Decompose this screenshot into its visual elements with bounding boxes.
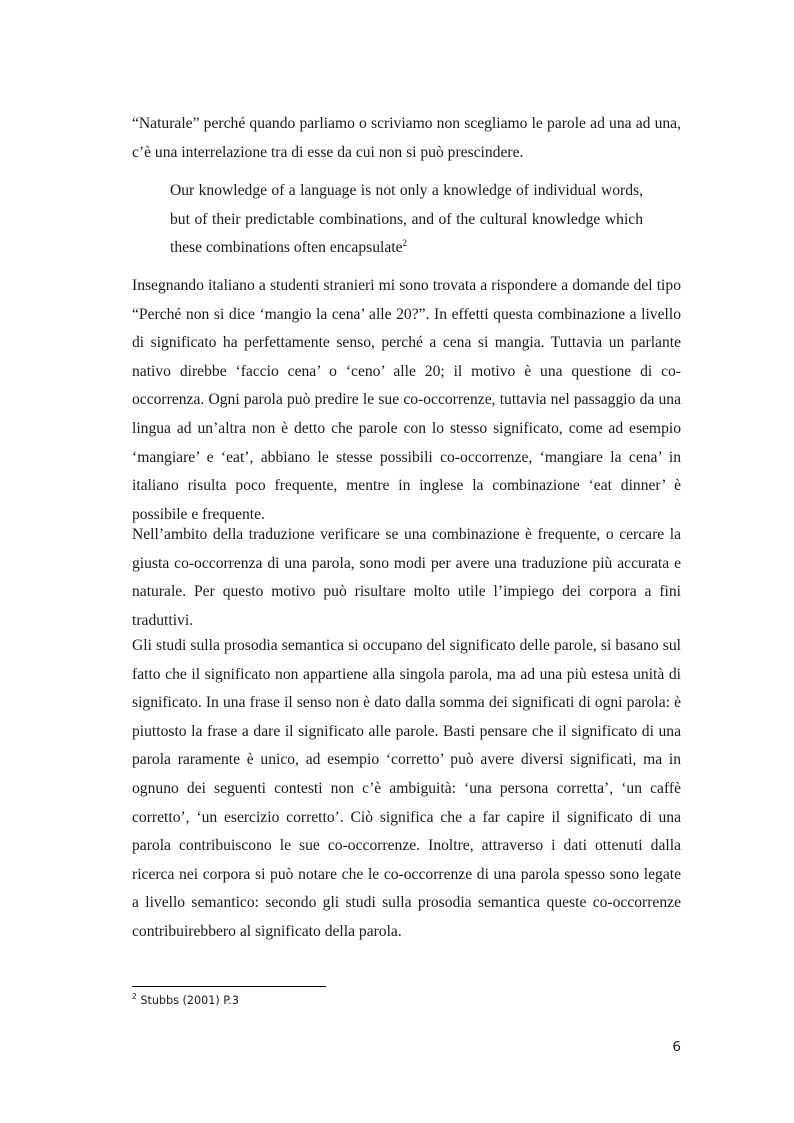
footnote-number: 2 xyxy=(132,992,137,1001)
body-paragraph: “Naturale” perché quando parliamo o scriviamo non scegliamo le parole ad una ad una, c’è una interrelazione tra di esse da cui non si può prescindere. xyxy=(132,115,681,161)
footnote xyxy=(132,994,239,1007)
body-paragraph: Gli studi sulla prosodia semantica si occupano del significato delle parole, si basano sul fatto che il significato non appartiene alla singola parola, ma ad una più estesa unità di significato. In una frase il senso non è dato dalla somma dei significati di ogni parola: è piuttosto la frase a dare il significato alle parole. Basti pensare che il significato di una parola raramente è unico, ad esempio ‘corretto’ può avere diversi significati, ma in ognuno dei seguenti contesti non c’è ambiguità: ‘una persona corretta’, ‘un caffè corretto’, ‘un esercizio corretto’. Ciò significa che a far capire il significato di una parola contribuiscono le sue co-occorrenze. Inoltre, attraverso i dati ottenuti dalla ricerca nei corpora si può notare che le co-occorrenze di una parola spesso sono legate a livello semantico: secondo gli studi sulla prosodia semantica queste co-occorrenze contribuirebbero al significato della parola. xyxy=(132,637,681,940)
body-paragraph: Nell’ambito della traduzione verificare se una combinazione è frequente, o cercare la giusta co-occorrenza di una parola, sono modi per avere una traduzione più accurata e naturale. Per questo motivo può risultare molto utile l’impiego dei corpora a fini traduttivi. xyxy=(132,526,681,629)
block-quote xyxy=(170,177,643,263)
footnote-reference[interactable]: 2 xyxy=(402,238,408,249)
footnote-text: Stubbs (2001) P.3 xyxy=(136,994,239,1007)
footnote-separator xyxy=(132,986,326,987)
body-paragraph: Insegnando italiano a studenti stranieri mi sono trovata a rispondere a domande del tipo “Perché non si dice ‘mangio la cena’ alle 20?”. In effetti questa combinazione a livello di significato ha perfettamente senso, perché a cena si mangia. Tuttavia un parlante nativo direbbe ‘faccio cena’ o ‘ceno’ alle 20; il motivo è una questione di co-occorrenza. Ogni parola può predire le sue co-occorrenze, tuttavia nel passaggio da una lingua ad un’altra non è detto che parole con lo stesso significato, come ad esempio ‘mangiare’ e ‘eat’, abbiano le stesse possibili co-occorrenze, ‘mangiare la cena’ in italiano risulta poco frequente, mentre in inglese la combinazione ‘eat dinner’ è possibile e frequente. xyxy=(132,277,681,523)
quote-text: Our knowledge of a language is not only a knowledge of individual words, but of their predictable combinations, and of the cultural knowledge which these combinations often encapsulate xyxy=(170,182,643,257)
page-number: 6 xyxy=(672,1039,681,1055)
